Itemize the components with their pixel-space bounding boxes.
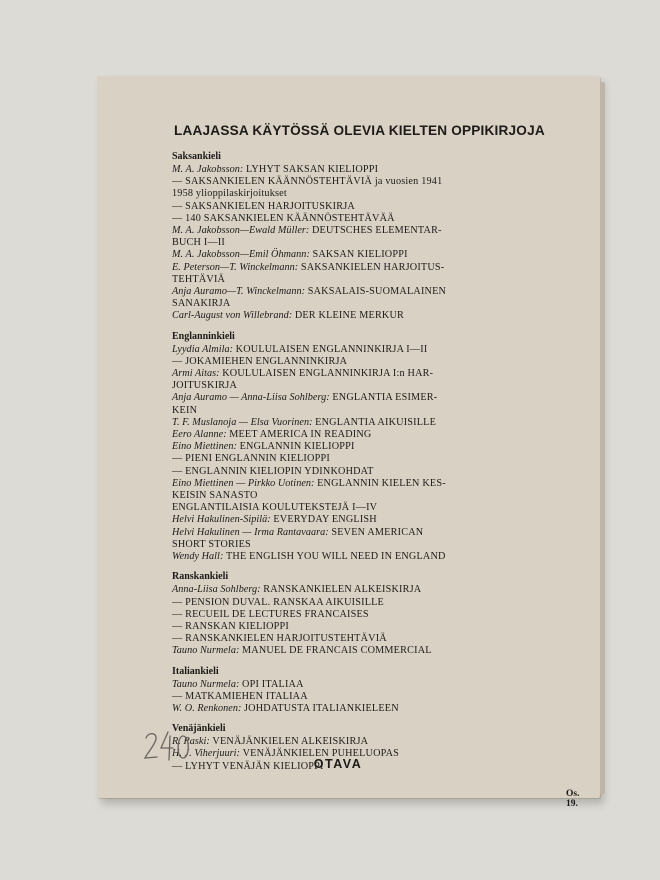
section-ranskankieli	[172, 571, 532, 657]
entry-author: H. J. Viherjuuri:	[172, 748, 240, 760]
book-entry	[172, 225, 532, 237]
book-entry	[172, 344, 532, 356]
entry-title: — PENSION DUVAL. RANSKAA AIKUISILLE	[172, 596, 384, 608]
entry-author: T. F. Muslanoja — Elsa Vuorinen:	[172, 416, 313, 428]
entry-author: Lyydia Almila:	[172, 343, 234, 355]
entry-title: — SAKSANKIELEN KÄÄNNÖSTEHTÄVIÄ ja vuosien 1941	[172, 176, 443, 188]
entry-title: JOHDATUSTA ITALIANKIELEEN	[244, 702, 399, 714]
entry-title: ENGLANTIA ESIMER-	[332, 392, 438, 404]
section-italiankieli	[172, 666, 532, 716]
entry-title: SAKSAN KIELIOPPI	[312, 249, 408, 261]
entry-title: KOULULAISEN ENGLANNINKIRJA I—II	[235, 343, 428, 355]
book-entry	[172, 392, 532, 404]
entry-title: — JOKAMIEHEN ENGLANNINKIRJA	[172, 355, 348, 367]
book-entry	[172, 466, 532, 478]
book-entry	[172, 490, 532, 502]
book-entry	[172, 736, 532, 748]
book-entry	[172, 527, 532, 539]
entry-author: Eino Miettinen — Pirkko Uotinen:	[172, 477, 315, 489]
book-entry	[172, 380, 532, 392]
book-entry	[172, 213, 532, 225]
entry-title: — RANSKAN KIELIOPPI	[172, 620, 289, 632]
book-entry	[172, 645, 532, 657]
book-entry	[172, 633, 532, 645]
book-entry	[172, 262, 532, 274]
book-entry	[172, 453, 532, 465]
entry-author: M. A. Jakobsson—Emil Öhmann:	[172, 249, 310, 261]
book-entry	[172, 310, 532, 322]
section-heading: Italiankieli	[172, 665, 219, 677]
book-entry	[172, 609, 532, 621]
entry-title: KEIN	[172, 404, 198, 416]
entry-author: Anna-Liisa Sohlberg:	[172, 584, 261, 596]
entry-title: RANSKANKIELEN ALKEISKIRJA	[263, 584, 422, 596]
book-entry	[172, 539, 532, 551]
book-entry	[172, 356, 532, 368]
entry-title: DER KLEINE MERKUR	[294, 310, 405, 322]
book-entry	[172, 441, 532, 453]
entry-title: ENGLANNIN KIELEN KES-	[317, 477, 446, 489]
book-entry	[172, 274, 532, 286]
entry-title: 1958 ylioppilaskirjoitukset	[172, 188, 287, 200]
book-entry	[172, 237, 532, 249]
book-entry	[172, 584, 532, 596]
entry-author: Tauno Nurmela:	[172, 678, 240, 690]
entry-author: Wendy Hall:	[172, 551, 224, 563]
section-heading: Venäjänkieli	[172, 723, 226, 735]
entry-title: — PIENI ENGLANNIN KIELIOPPI	[172, 453, 330, 465]
entry-title: MEET AMERICA IN READING	[229, 429, 372, 441]
book-back-cover	[97, 76, 600, 809]
entry-title: KEISIN SANASTO	[172, 490, 258, 502]
entry-title: KOULULAISEN ENGLANNINKIRJA I:n HAR-	[222, 368, 434, 380]
book-entry	[172, 298, 532, 310]
entry-title: BUCH I—II	[172, 237, 226, 249]
book-entry	[172, 679, 532, 691]
entry-title: SANAKIRJA	[172, 298, 231, 310]
entry-author: Helvi Hakulinen-Sipilä:	[172, 514, 271, 526]
entry-title: — RANSKANKIELEN HARJOITUSTEHTÄVIÄ	[172, 633, 387, 645]
cover-content	[172, 123, 545, 781]
entry-author: R. Raski:	[172, 736, 210, 748]
entry-author: Tauno Nurmela:	[172, 645, 240, 657]
entry-title: JOITUSKIRJA	[172, 380, 238, 392]
entry-title: TEHTÄVIÄ	[172, 273, 226, 285]
page-title: LAAJASSA KÄYTÖSSÄ OLEVIA KIELTEN OPPIKIRJOJA	[174, 123, 545, 138]
entry-author: Eino Miettinen:	[172, 441, 237, 453]
book-entry	[172, 368, 532, 380]
entry-author: M. A. Jakobsson:	[172, 164, 244, 175]
entry-title: MANUEL DE FRANCAIS COMMERCIAL	[242, 645, 432, 657]
book-entry	[172, 164, 532, 176]
entry-title: DEUTSCHES ELEMENTAR-	[311, 225, 442, 237]
publisher-name: OTAVA	[313, 757, 363, 771]
entry-title: ENGLANTILAISIA KOULUTEKSTEJÄ I—IV	[172, 502, 378, 514]
book-entry	[172, 478, 532, 490]
entry-author: Eero Alanne:	[172, 429, 227, 441]
section-heading: Ranskankieli	[172, 571, 229, 583]
book-entry	[172, 201, 532, 213]
entry-title: SEVEN AMERICAN	[331, 526, 424, 538]
book-entry	[172, 286, 532, 298]
catalog-code: Os. 19.	[566, 789, 580, 809]
entry-title: EVERYDAY ENGLISH	[273, 514, 377, 526]
entry-author: Helvi Hakulinen — Irma Rantavaara:	[172, 526, 329, 538]
entry-title: VENÄJÄNKIELEN ALKEISKIRJA	[212, 736, 369, 748]
section-heading: Saksankieli	[172, 151, 221, 162]
entry-author: Anja Auramo — Anna-Liisa Sohlberg:	[172, 392, 330, 404]
entry-title: — 140 SAKSANKIELEN KÄÄNNÖSTEHTÄVÄÄ	[172, 212, 395, 224]
entry-title: VENÄJÄNKIELEN PUHELUOPAS	[242, 748, 399, 760]
book-entry	[172, 621, 532, 633]
section-englanninkieli	[172, 331, 532, 564]
entry-title: — RECUEIL DE LECTURES FRANCAISES	[172, 608, 369, 620]
entry-title: SAKSANKIELEN HARJOITUS-	[300, 261, 445, 273]
entry-title: THE ENGLISH YOU WILL NEED IN ENGLAND	[226, 551, 446, 563]
entry-title: — MATKAMIEHEN ITALIAA	[172, 690, 308, 702]
book-entry	[172, 514, 532, 526]
book-entry	[172, 551, 532, 563]
entry-title: SAKSALAIS-SUOMALAINEN	[307, 286, 447, 298]
entry-title: ENGLANTIA AIKUISILLE	[315, 416, 437, 428]
entry-title: OPI ITALIAA	[242, 678, 304, 690]
book-entry	[172, 417, 532, 429]
section-saksankieli	[172, 151, 532, 323]
book-list	[172, 151, 532, 773]
entry-author: M. A. Jakobsson—Ewald Müller:	[172, 225, 310, 237]
section-heading: Englanninkieli	[172, 330, 235, 342]
entry-author: Anja Auramo—T. Winckelmann:	[172, 286, 306, 298]
book-entry	[172, 249, 532, 261]
entry-title: — LYHYT VENÄJÄN KIELIOPPI	[172, 760, 324, 772]
entry-title: LYHYT SAKSAN KIELIOPPI	[245, 164, 379, 175]
book-entry	[172, 405, 532, 417]
entry-author: Armi Aitas:	[172, 368, 220, 380]
entry-author: E. Peterson—T. Winckelmann:	[172, 261, 299, 273]
book-entry	[172, 188, 532, 200]
entry-title: — SAKSANKIELEN HARJOITUSKIRJA	[172, 200, 355, 212]
book-entry	[172, 429, 532, 441]
book-entry	[172, 691, 532, 703]
book-entry	[172, 502, 532, 514]
entry-author: Carl-August von Willebrand:	[172, 310, 293, 322]
entry-title: ENGLANNIN KIELIOPPI	[239, 441, 355, 453]
book-entry	[172, 597, 532, 609]
entry-title: — ENGLANNIN KIELIOPIN YDINKOHDAT	[172, 465, 374, 477]
entry-author: W. O. Renkonen:	[172, 702, 242, 714]
entry-title: SHORT STORIES	[172, 538, 251, 550]
book-entry	[172, 703, 532, 715]
book-entry	[172, 176, 532, 188]
